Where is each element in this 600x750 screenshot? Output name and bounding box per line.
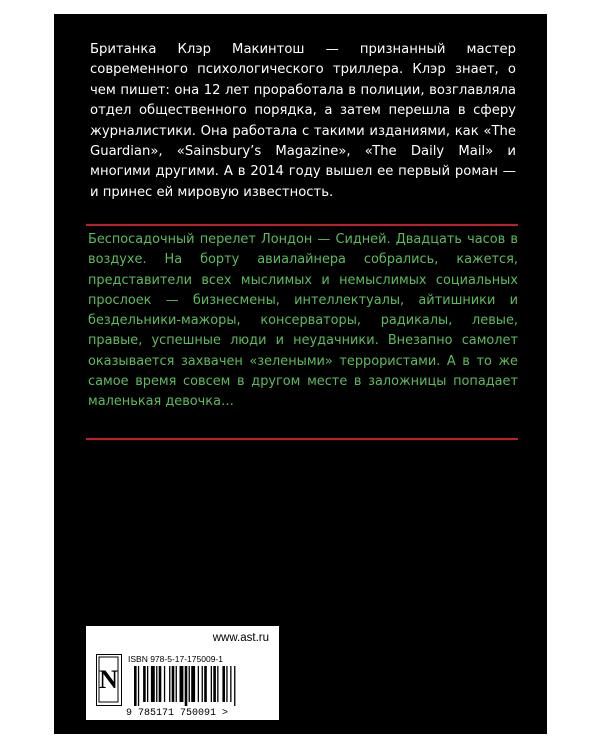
barcode-bar [159,666,162,702]
divider-bottom [86,438,518,440]
barcode-panel [86,626,279,720]
barcode-bar [185,666,188,706]
barcode-bar [217,666,218,702]
barcode-bars [134,666,272,706]
barcode-bar [134,666,137,706]
barcode-bar [204,666,207,702]
barcode-bar [147,666,148,702]
back-cover [54,14,547,734]
barcode-bar [169,666,170,702]
barcode-bar [230,666,231,702]
author-bio [90,40,516,203]
barcode-bar [234,666,235,706]
svg-text:N: N [99,665,118,694]
barcode-bar [151,666,155,702]
barcode-bar [213,666,216,702]
barcode-bar [202,666,203,702]
barcode-bar [156,666,157,702]
publisher-logo [96,654,122,706]
publisher-website: www.ast.ru [212,632,269,644]
barcode-bar [143,666,146,702]
publisher-logo-icon [97,655,120,704]
barcode-bar [189,666,190,702]
divider-top [86,224,518,226]
barcode-bar [198,666,199,702]
isbn-number: ISBN 978-5-17-175009-1 [128,654,223,664]
barcode-bar [211,666,212,702]
author-bio-text: Британка Клэр Макинтош — признанный мастер современного психологического триллера. Клэр знает, о чем пишет: она 12 лет проработала в полиции, возглавляла отдел общественного порядка, а затем перешла в сферу журналистики. Она работала с такими изданиями, как «The Guardian», «Sainsbury’s Magazine», «The Daily Mail» и многими другими. А в 2014 году вышел ее первый роман — и принес ей мировую известность. [90,42,516,200]
barcode-bar [226,666,227,702]
book-blurb-text: Беспосадочный перелет Лондон — Сидней. Двадцать часов в воздухе. На борту авиалайнера собрались, кажется, представители всех мыслимых и немыслимых социальных прослоек — бизнесмены, интеллектуалы, айтишники и бездельники-мажоры, консерваторы, радикалы, левые, правые, успешные люди и неудачники. Внезапно самолет оказывается захвачен «зелеными» террористами. А в то же самое время совсем в другом месте в заложницы попадает маленькая девочка… [88,232,518,410]
barcode-bar [222,666,225,702]
barcode-bar [172,666,175,702]
barcode-bar [180,666,184,702]
barcode-bar [164,666,165,702]
barcode-bar [176,666,177,702]
book-blurb [88,230,518,413]
ean-digits: 9 785171 750091 > [126,708,229,719]
barcode-bar [191,666,195,702]
barcode-bar [138,666,139,706]
